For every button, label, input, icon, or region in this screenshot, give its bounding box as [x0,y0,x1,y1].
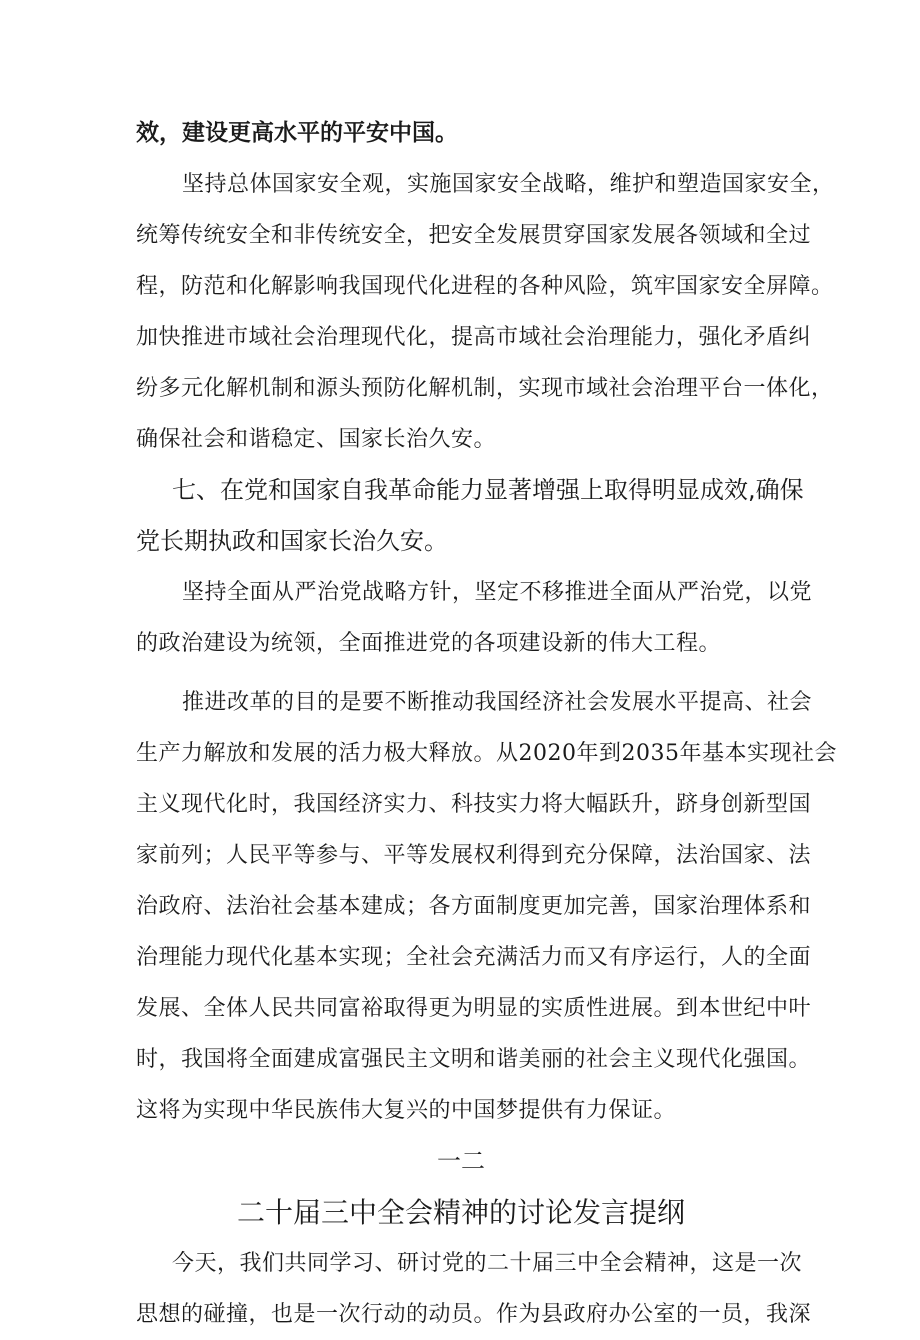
paragraph-line: 发展、全体人民共同富裕取得更为明显的实质性进展。到本世纪中叶 [136,996,812,1021]
paragraph-heading-line: 效，建设更高水平的平安中国。 [136,120,458,146]
paragraph-line: 今天，我们共同学习、研讨党的二十届三中全会精神，这是一次 [172,1251,803,1276]
paragraph-line: 推进改革的目的是要不断推动我国经济社会发展水平提高、社会 [182,690,813,715]
paragraph-line: 加快推进市域社会治理现代化，提高市域社会治理能力，强化矛盾纠 [136,325,812,350]
document-page [136,108,837,1340]
paragraph-line: 坚持全面从严治党战略方针，坚定不移推进全面从严治党，以党 [182,580,813,605]
paragraph-line: 确保社会和谐稳定、国家长治久安。 [136,427,497,452]
paragraph-line: 生产力解放和发展的活力极大释放。从2020年到2035年基本实现社会 [136,741,837,766]
section-heading-seven [136,465,804,567]
heading-line: 七、在党和国家自我革命能力显著增强上取得明显成效,确保 [172,476,804,504]
paragraph-line: 纷多元化解机制和源头预防化解机制，实现市域社会治理平台一体化， [136,376,834,401]
paragraph-line: 主义现代化时，我国经济实力、科技实力将大幅跃升，跻身创新型国 [136,792,812,817]
paragraph-line: 坚持总体国家安全观，实施国家安全战略，维护和塑造国家安全， [182,172,835,197]
paragraph-line: 统筹传统安全和非传统安全，把安全发展贯穿国家发展各领域和全过 [136,223,812,248]
paragraph-line: 这将为实现中华民族伟大复兴的中国梦提供有力保证。 [136,1098,677,1123]
paragraph-line: 时，我国将全面建成富强民主文明和谐美丽的社会主义现代化强国。 [136,1047,812,1072]
paragraph-reform [136,677,837,1136]
heading-line: 党长期执政和国家长治久安。 [136,527,448,555]
paragraph-line: 的政治建设为统领，全面推进党的各项建设新的伟大工程。 [136,631,722,656]
paragraph-party [136,567,813,669]
section-title: 二十届三中全会精神的讨论发言提纲 [236,1196,685,1229]
paragraph-closing [136,1238,812,1340]
paragraph-line: 程，防范和化解影响我国现代化进程的各种风险，筑牢国家安全屏障。 [136,274,834,299]
paragraph-security [136,159,835,465]
paragraph-line: 家前列；人民平等参与、平等发展权利得到充分保障，法治国家、法 [136,843,812,868]
paragraph-line: 治理能力现代化基本实现；全社会充满活力而又有序运行，人的全面 [136,945,812,970]
section-number: 一二 [437,1147,485,1175]
paragraph-line: 思想的碰撞，也是一次行动的动员。作为县政府办公室的一员，我深 [136,1302,812,1327]
paragraph-line: 治政府、法治社会基本建成；各方面制度更加完善，国家治理体系和 [136,894,812,919]
